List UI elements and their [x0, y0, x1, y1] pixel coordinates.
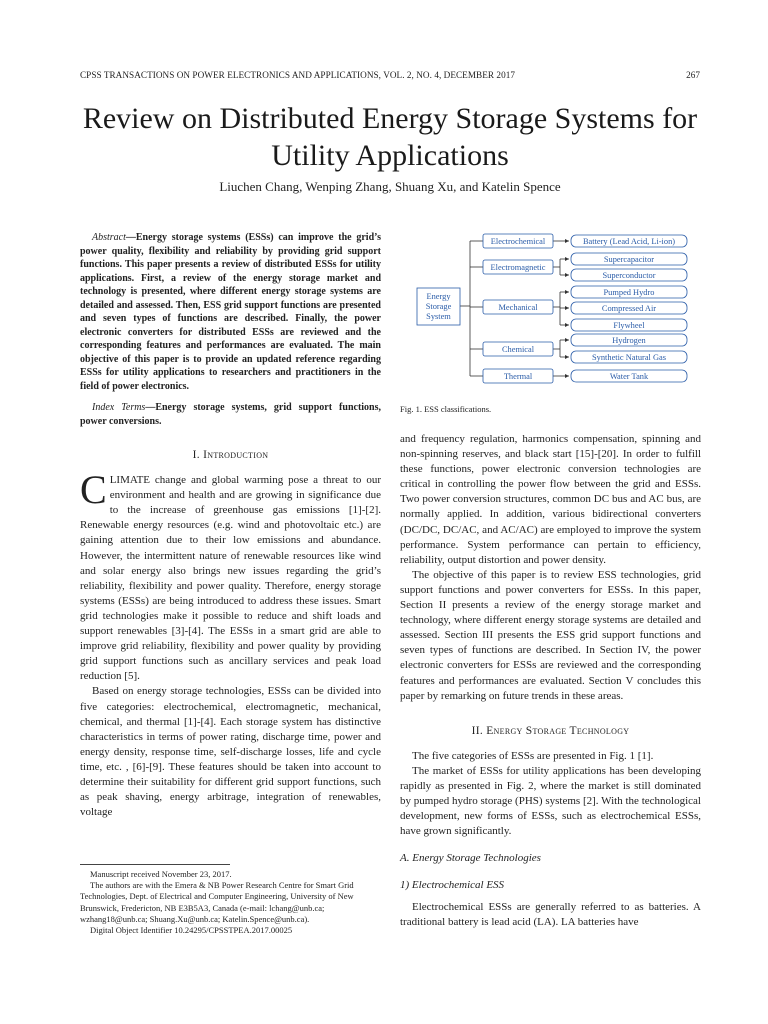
intro-paragraph-2-continued: and frequency regulation, harmonics compensation, spinning and non-spinning reserves, and black start [15]-[20]. In order to fulfill these functions, power electronic conversion technologies are critical in controlling the power flow between the grid and ESSs. Two power conversion structures, common DC bus and AC bus, are normally applied. In addition, various bidirectional converters (DC/DC, DC/AC, and AC/AC) are employed to improve the system performance. System performance can pertain to efficiency, reliability, output distortion and power density. — [400, 433, 701, 566]
drop-cap: C — [80, 467, 107, 513]
abstract-lead: Abstract — [92, 232, 126, 243]
leaf-superconductor: Superconductor — [602, 271, 656, 280]
leaf-synthetic-natural-gas: Synthetic Natural Gas — [592, 353, 666, 362]
abstract-text: Energy storage systems (ESSs) can improve the grid’s power quality, flexibility and reliability by providing grid support functions. This paper presents a review of distributed ESSs for utility applications. First, a review of the energy storage market and technology is presented, where different energy storage systems are detailed and assessed. Then, ESS grid support functions are presented and seven types of functions are described. Finally, the power electronic converters for distributed ESSs are reviewed and the corresponding features and performances are evaluated. The main objective of this paper is to provide an updated reference regarding ESSs for utility applications to researchers and practitioners in the field of power electronics. — [80, 232, 381, 392]
leaf-supercapacitor: Supercapacitor — [603, 255, 655, 264]
section-heading-energy-storage: II. Energy Storage Technology — [471, 724, 630, 737]
index-terms-lead: Index Terms — [92, 402, 146, 413]
footnote-affiliation: The authors are with the Emera & NB Power Research Centre for Smart Grid Technologies, Dept. of Electrical and Computer Engineering, University of New Brunswick, Fredericton, NB E3B5A3, Canada (e-mail: lchang@unb.ca; wzhang18@unb.ca; Shuang.Xu@unb.ca; Katelin.Spence@unb.ca). — [80, 880, 354, 924]
leaf-battery: Battery (Lead Acid, Li-ion) — [582, 237, 676, 246]
intro-paragraph-2: Based on energy storage technologies, ESSs can be divided into five categories: electrochemical, electromagnetic, mechanical, chemical, and thermal [1]-[4]. Each storage system has distinctive characteristics in terms of power rating, discharge time, power and energy density, response time, self-discharge losses, life and cycle time, etc. , [6]-[9]. These features should be taken into account to determine their suitability for different grid support functions, such as peak shaving, energy arbitrage, integration of renewables, voltage — [80, 685, 381, 819]
figure-caption: Fig. 1. ESS classifications. — [400, 404, 492, 414]
author-list: Liuchen Chang, Wenping Zhang, Shuang Xu, and Katelin Spence — [219, 179, 561, 194]
index-terms-text: Energy storage systems, grid support functions, power conversions. — [80, 402, 382, 427]
figure-ess-classifications — [400, 228, 702, 398]
left-column — [80, 231, 381, 820]
root-label-line3: System — [426, 312, 451, 321]
section2-paragraph-1: The five categories of ESSs are presented in Fig. 1 [1]. — [412, 749, 654, 762]
ess-classification-diagram — [400, 228, 702, 398]
section2-paragraph-2: The market of ESSs for utility applications has been developing rapidly as presented in Fig. 2, where the market is still dominated by pumped hydro storage (PHS) systems [2]. With the technological development, new forms of ESSs, such as electrochemical ESSs, have grown significantly. — [400, 764, 701, 838]
running-header — [80, 70, 700, 84]
leaf-compressed-air: Compressed Air — [601, 304, 657, 313]
root-label-line1: Energy — [426, 292, 451, 301]
footnote-rule — [80, 864, 230, 865]
paper-title: Review on Distributed Energy Storage Systems for Utility Applications — [82, 102, 698, 172]
category-thermal: Thermal — [503, 372, 533, 381]
index-terms: Index Terms—Energy storage systems, grid support functions, power conversions. — [80, 402, 382, 427]
category-chemical: Chemical — [501, 345, 535, 354]
intro-paragraph-3: The objective of this paper is to review ESS technologies, grid support functions and power converters for ESSs. In this paper, Section II presents a review of the energy storage market and technology, where different energy storage systems are detailed and assessed. Section III presents the ESS grid support functions and seven types of functions are described. In Section IV, the power electronic converters for ESSs are reviewed and the corresponding features and performances are evaluated. Section V concludes this paper by remarking on future trends in these areas. — [400, 568, 701, 702]
root-label-line2: Storage — [425, 302, 452, 311]
leaf-hydrogen: Hydrogen — [612, 336, 646, 345]
category-mechanical: Mechanical — [498, 303, 538, 312]
footnote-doi: Digital Object Identifier 10.24295/CPSSTPEA.2017.00025 — [90, 925, 293, 936]
journal-name: CPSS TRANSACTIONS ON POWER ELECTRONICS AND APPLICATIONS, VOL. 2, NO. 4, DECEMBER 2017 — [80, 70, 515, 80]
leaf-water-tank: Water Tank — [609, 372, 649, 381]
page-number: 267 — [686, 70, 700, 80]
subsubsection-heading-1: 1) Electrochemical ESS — [400, 879, 505, 892]
footnote-received: Manuscript received November 23, 2017. — [90, 869, 232, 879]
abstract: Abstract—Energy storage systems (ESSs) can improve the grid’s power quality, flexibility and reliability by providing grid support functions. This paper presents a review of distributed ESSs for utility applications. First, a review of the energy storage market and technology is presented, where different energy storage systems are detailed and assessed. Then, ESS grid support functions are presented and seven types of functions are described. Finally, the power electronic converters for distributed ESSs are reviewed and the corresponding features and performances are evaluated. The main objective of this paper is to provide an updated reference regarding ESSs for utility applications to researchers and practitioners in the field of power electronics. — [80, 232, 381, 392]
footnotes — [80, 864, 383, 936]
section2-paragraph-3: Electrochemical ESSs are generally referred to as batteries. A traditional battery is lead acid (LA). LA batteries have — [400, 900, 701, 928]
leaf-flywheel: Flywheel — [613, 321, 645, 330]
subsection-heading-a: A. Energy Storage Technologies — [400, 852, 541, 865]
leaf-pumped-hydro: Pumped Hydro — [603, 288, 655, 297]
section-heading-introduction: I. Introduction — [192, 449, 269, 461]
intro-paragraph-1: CLIMATE change and global warming pose a threat to our environment and health and are growing in significance due to the increase of greenhouse gas emissions [1]-[2]. Renewable energy resources (e.g. wind and photovoltaic etc.) are gaining attention due to their low emissions and abundance. However, the intermittent nature of renewable resources like wind and solar energy also brings new issues regarding the grid’s reliability, flexibility and power quality. Therefore, energy storage systems (ESSs) are being introduced to address these issues. Smart grid technologies make it possible to reduce and shift loads and support renewables [3]-[4]. The ESSs in a smart grid are able to improve grid reliability, flexibility and power quality by providing grid support functions such as ancillary services and peak load reduction [5]. — [80, 467, 381, 683]
right-column — [400, 432, 701, 930]
category-electromagnetic: Electromagnetic — [490, 263, 546, 272]
category-electrochemical: Electrochemical — [490, 237, 546, 246]
